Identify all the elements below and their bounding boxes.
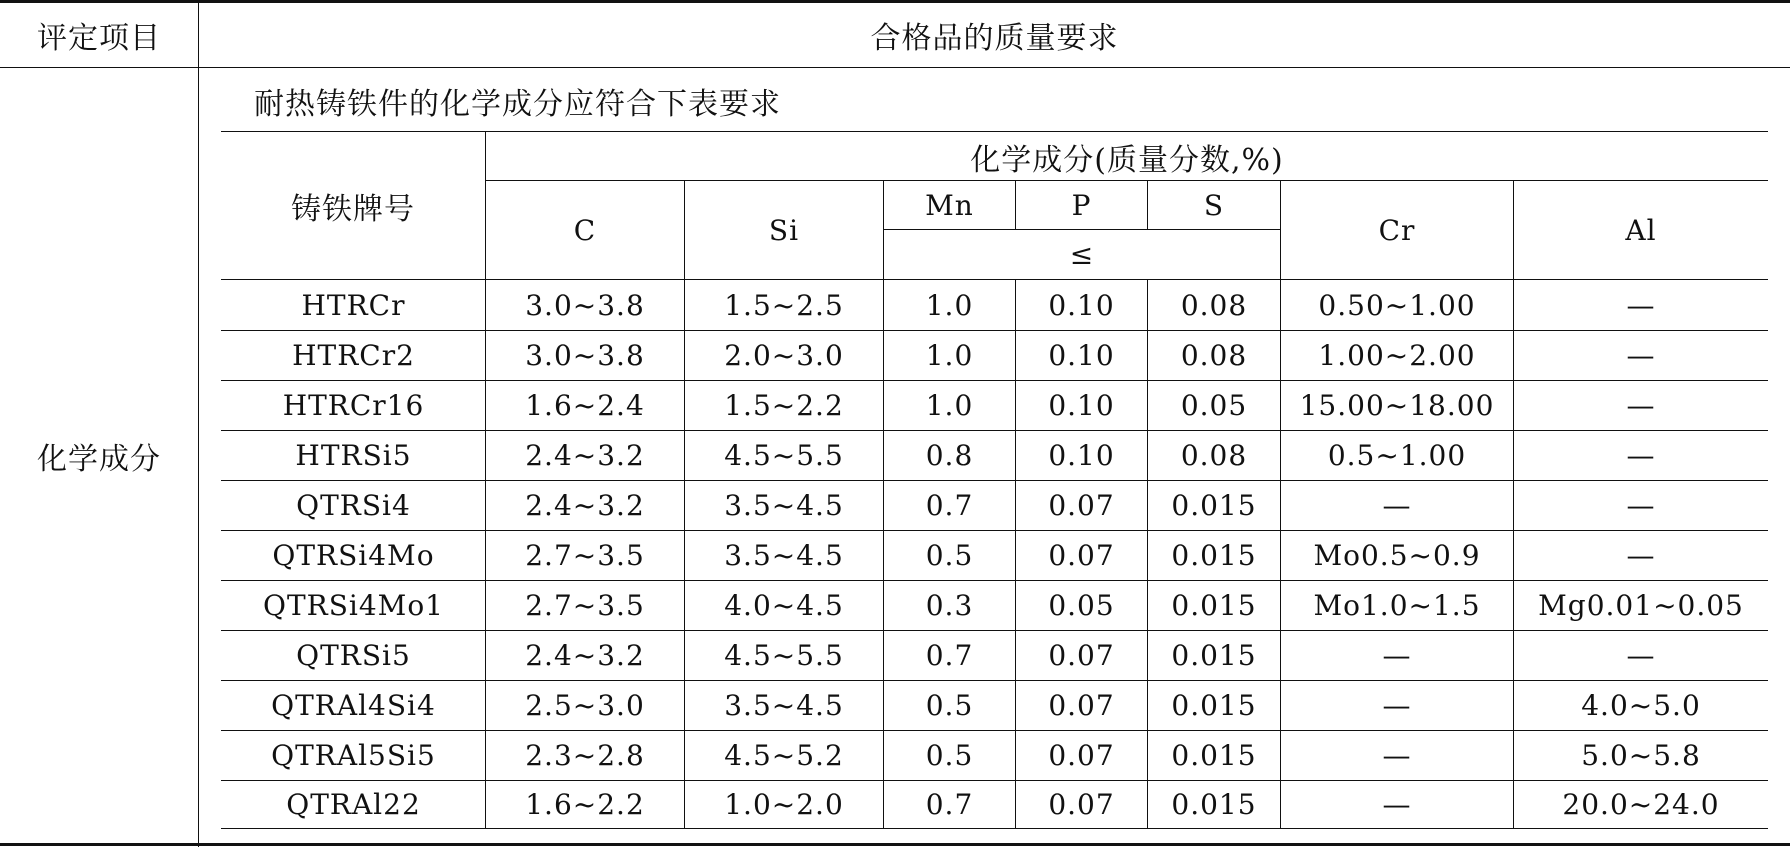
cell-cr: — — [1382, 639, 1412, 672]
cell-s: 0.015 — [1171, 788, 1257, 821]
cell-s: 0.08 — [1180, 439, 1248, 472]
cell-mn: 0.8 — [925, 439, 974, 472]
outer-column-divider — [198, 0, 199, 847]
cell-cr: 15.00~18.00 — [1299, 389, 1495, 422]
cell-si: 1.5~2.5 — [724, 289, 844, 322]
cell-cr: 1.00~2.00 — [1318, 339, 1476, 372]
cell-al: — — [1626, 289, 1656, 322]
cell-c: 1.6~2.2 — [525, 788, 645, 821]
le-symbol: ≤ — [1069, 238, 1095, 271]
cell-p: 0.10 — [1048, 439, 1115, 472]
outer-header-separator — [0, 67, 1790, 68]
header-grade: 铸铁牌号 — [291, 192, 415, 227]
cell-p: 0.07 — [1048, 689, 1115, 722]
cell-c: 2.4~3.2 — [525, 639, 645, 672]
cell-si: 4.5~5.5 — [724, 639, 844, 672]
inner-table-top-border — [221, 131, 1768, 132]
cell-si: 1.0~2.0 — [724, 788, 844, 821]
cell-cr: 0.50~1.00 — [1318, 289, 1476, 322]
cell-s: 0.015 — [1171, 689, 1257, 722]
cell-c: 2.4~3.2 — [525, 439, 645, 472]
cell-c: 2.5~3.0 — [525, 689, 645, 722]
cell-s: 0.08 — [1180, 339, 1248, 372]
cell-grade: HTRCr16 — [282, 389, 425, 422]
cell-mn: 1.0 — [925, 389, 974, 422]
cell-p: 0.07 — [1048, 739, 1115, 772]
cell-al: 20.0~24.0 — [1562, 788, 1720, 821]
cell-grade: HTRCr — [301, 289, 406, 322]
cell-s: 0.08 — [1180, 289, 1248, 322]
cell-grade: QTRSi5 — [296, 639, 411, 672]
header-bottom-border — [221, 279, 1768, 280]
cell-al: Mg0.01~0.05 — [1538, 589, 1744, 622]
cell-mn: 0.7 — [925, 639, 974, 672]
col-header-c: C — [573, 213, 597, 247]
cell-c: 2.7~3.5 — [525, 589, 645, 622]
cell-p: 0.07 — [1048, 489, 1115, 522]
header-quality-requirement: 合格品的质量要求 — [870, 21, 1119, 56]
col-header-al: Al — [1625, 213, 1657, 247]
cell-al: 4.0~5.0 — [1581, 689, 1701, 722]
cell-grade: QTRAl22 — [286, 788, 421, 821]
cell-c: 3.0~3.8 — [525, 339, 645, 372]
header-composition: 化学成分(质量分数,%) — [970, 142, 1284, 178]
cell-cr: — — [1382, 689, 1412, 722]
cell-s: 0.015 — [1171, 739, 1257, 772]
cell-si: 3.5~4.5 — [724, 539, 844, 572]
cell-c: 2.7~3.5 — [525, 539, 645, 572]
outer-bottom-border — [0, 843, 1790, 846]
cell-grade: QTRSi4 — [296, 489, 411, 522]
cell-s: 0.05 — [1180, 389, 1248, 422]
cell-mn: 0.5 — [925, 739, 974, 772]
cell-si: 3.5~4.5 — [724, 489, 844, 522]
cell-al: 5.0~5.8 — [1581, 739, 1701, 772]
header-evaluation-item: 评定项目 — [37, 21, 161, 56]
col-header-p: P — [1071, 188, 1092, 222]
cell-mn: 0.3 — [925, 589, 974, 622]
cell-grade: QTRAl5Si5 — [271, 739, 436, 772]
cell-grade: QTRSi4Mo — [272, 539, 435, 572]
cell-mn: 0.5 — [925, 539, 974, 572]
cell-p: 0.07 — [1048, 539, 1115, 572]
cell-s: 0.015 — [1171, 639, 1257, 672]
col-header-mn: Mn — [925, 188, 974, 222]
inner-table-bottom-border — [221, 828, 1768, 829]
cell-mn: 1.0 — [925, 339, 974, 372]
cell-cr: — — [1382, 739, 1412, 772]
cell-si: 3.5~4.5 — [724, 689, 844, 722]
cell-al: — — [1626, 339, 1656, 372]
cell-p: 0.07 — [1048, 788, 1115, 821]
cell-si: 1.5~2.2 — [724, 389, 844, 422]
cell-grade: QTRSi4Mo1 — [262, 589, 444, 622]
cell-c: 1.6~2.4 — [525, 389, 645, 422]
cell-cr: — — [1382, 788, 1412, 821]
cell-mn: 1.0 — [925, 289, 974, 322]
cell-s: 0.015 — [1171, 589, 1257, 622]
cell-mn: 0.5 — [925, 689, 974, 722]
cell-cr: Mo0.5~0.9 — [1313, 539, 1481, 572]
cell-cr: 0.5~1.00 — [1327, 439, 1467, 472]
cell-p: 0.10 — [1048, 339, 1115, 372]
cell-mn: 0.7 — [925, 489, 974, 522]
col-header-si: Si — [768, 213, 800, 247]
cell-s: 0.015 — [1171, 489, 1257, 522]
cell-al: — — [1626, 389, 1656, 422]
cell-grade: HTRCr2 — [292, 339, 415, 372]
cell-cr: Mo1.0~1.5 — [1313, 589, 1481, 622]
cell-al: — — [1626, 639, 1656, 672]
cell-grade: QTRAl4Si4 — [271, 689, 436, 722]
cell-c: 2.3~2.8 — [525, 739, 645, 772]
cell-al: — — [1626, 539, 1656, 572]
cell-si: 2.0~3.0 — [724, 339, 844, 372]
cell-grade: HTRSi5 — [295, 439, 412, 472]
cell-si: 4.5~5.5 — [724, 439, 844, 472]
cell-mn: 0.7 — [925, 788, 974, 821]
row-label-chemical-composition: 化学成分 — [37, 441, 161, 477]
cell-al: — — [1626, 439, 1656, 472]
cell-si: 4.0~4.5 — [724, 589, 844, 622]
cell-s: 0.015 — [1171, 539, 1257, 572]
cell-c: 3.0~3.8 — [525, 289, 645, 322]
cell-al: — — [1626, 489, 1656, 522]
col-header-s: S — [1203, 188, 1225, 222]
cell-p: 0.10 — [1048, 389, 1115, 422]
cell-si: 4.5~5.2 — [724, 739, 844, 772]
intro-text: 耐热铸铁件的化学成分应符合下表要求 — [254, 87, 781, 122]
cell-p: 0.05 — [1048, 589, 1115, 622]
col-header-cr: Cr — [1378, 213, 1416, 247]
cell-p: 0.07 — [1048, 639, 1115, 672]
cell-cr: — — [1382, 489, 1412, 522]
cell-p: 0.10 — [1048, 289, 1115, 322]
cell-c: 2.4~3.2 — [525, 489, 645, 522]
